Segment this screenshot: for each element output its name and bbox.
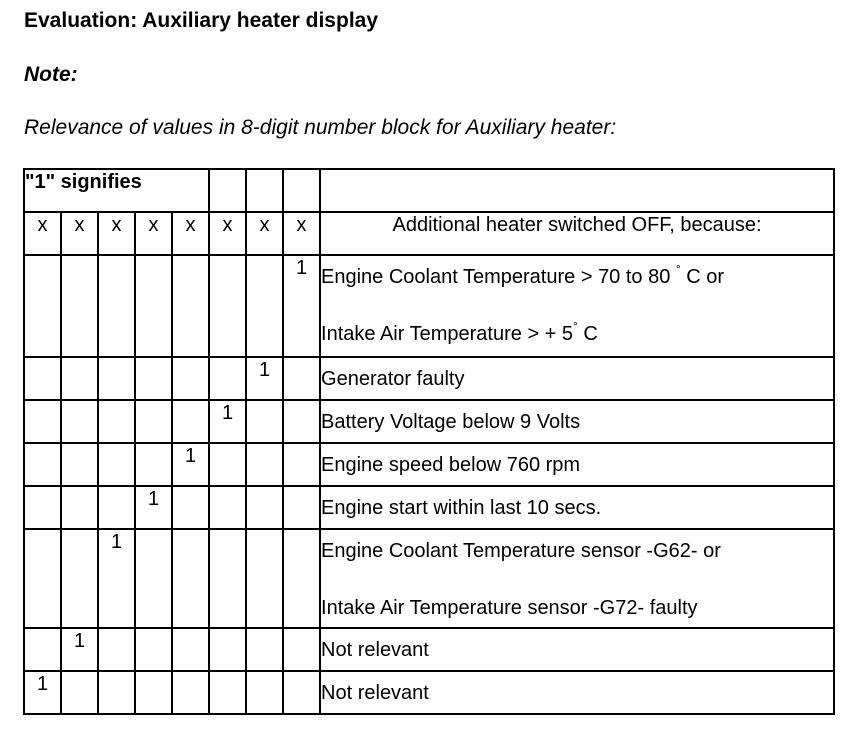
x-mark: x bbox=[283, 212, 320, 255]
bit-value: 1 bbox=[24, 671, 61, 714]
empty-cell bbox=[24, 400, 61, 443]
row-description: Not relevant bbox=[320, 628, 834, 671]
empty-cell bbox=[209, 486, 246, 529]
table-row bbox=[24, 529, 834, 628]
x-header-row bbox=[24, 212, 834, 255]
x-mark: x bbox=[246, 212, 283, 255]
row-description: Not relevant bbox=[320, 671, 834, 714]
x-mark: x bbox=[24, 212, 61, 255]
signifies-label: "1" signifies bbox=[24, 169, 209, 212]
empty-cell bbox=[61, 486, 98, 529]
empty-cell bbox=[283, 529, 320, 628]
note-label: Note: bbox=[24, 63, 78, 86]
empty-cell bbox=[61, 529, 98, 628]
empty-cell bbox=[61, 671, 98, 714]
bit-value: 1 bbox=[246, 357, 283, 400]
page-heading: Evaluation: Auxiliary heater display bbox=[24, 9, 379, 32]
empty-cell bbox=[172, 400, 209, 443]
description-header: Additional heater switched OFF, because: bbox=[320, 212, 834, 255]
empty-cell bbox=[209, 255, 246, 357]
empty-cell bbox=[246, 169, 283, 212]
table-row bbox=[24, 255, 834, 357]
empty-cell bbox=[246, 671, 283, 714]
empty-cell bbox=[283, 169, 320, 212]
row-description: Engine speed below 760 rpm bbox=[320, 443, 834, 486]
empty-cell bbox=[61, 357, 98, 400]
empty-cell bbox=[283, 486, 320, 529]
empty-cell bbox=[24, 628, 61, 671]
table-row bbox=[24, 443, 834, 486]
table-row bbox=[24, 400, 834, 443]
empty-cell bbox=[246, 255, 283, 357]
x-mark: x bbox=[209, 212, 246, 255]
empty-cell bbox=[283, 628, 320, 671]
empty-cell bbox=[246, 529, 283, 628]
empty-cell bbox=[135, 400, 172, 443]
degree-symbol: ° bbox=[675, 262, 681, 276]
empty-cell bbox=[24, 529, 61, 628]
empty-cell bbox=[246, 400, 283, 443]
empty-cell bbox=[283, 443, 320, 486]
empty-cell bbox=[172, 357, 209, 400]
row-description: Generator faulty bbox=[320, 357, 834, 400]
empty-cell bbox=[135, 671, 172, 714]
empty-cell bbox=[283, 357, 320, 400]
table-row bbox=[24, 357, 834, 400]
description-line-2: Intake Air Temperature sensor -G72- faulty bbox=[321, 597, 698, 619]
empty-cell bbox=[24, 486, 61, 529]
empty-cell bbox=[209, 628, 246, 671]
x-mark: x bbox=[172, 212, 209, 255]
empty-cell bbox=[24, 255, 61, 357]
empty-cell bbox=[98, 486, 135, 529]
empty-cell bbox=[283, 400, 320, 443]
relevance-text: Relevance of values in 8-digit number block for Auxiliary heater: bbox=[24, 116, 617, 139]
table-row bbox=[24, 486, 834, 529]
empty-cell bbox=[61, 255, 98, 357]
empty-cell bbox=[320, 169, 834, 212]
empty-cell bbox=[246, 443, 283, 486]
empty-cell bbox=[209, 443, 246, 486]
row-description: Battery Voltage below 9 Volts bbox=[320, 400, 834, 443]
empty-cell bbox=[61, 400, 98, 443]
heater-status-table bbox=[23, 168, 835, 715]
x-mark: x bbox=[135, 212, 172, 255]
empty-cell bbox=[209, 671, 246, 714]
empty-cell bbox=[61, 443, 98, 486]
empty-cell bbox=[209, 169, 246, 212]
row-description bbox=[320, 255, 834, 357]
empty-cell bbox=[98, 443, 135, 486]
empty-cell bbox=[135, 443, 172, 486]
empty-cell bbox=[135, 529, 172, 628]
empty-cell bbox=[172, 529, 209, 628]
bit-value: 1 bbox=[283, 255, 320, 357]
empty-cell bbox=[24, 443, 61, 486]
empty-cell bbox=[209, 357, 246, 400]
x-mark: x bbox=[61, 212, 98, 255]
description-line-2: Intake Air Temperature > + 5° C bbox=[321, 319, 598, 345]
description-line-1: Engine Coolant Temperature > 70 to 80 ° C or bbox=[321, 262, 725, 288]
empty-cell bbox=[135, 255, 172, 357]
empty-cell bbox=[172, 486, 209, 529]
x-mark: x bbox=[98, 212, 135, 255]
empty-cell bbox=[283, 671, 320, 714]
bit-value: 1 bbox=[98, 529, 135, 628]
empty-cell bbox=[98, 357, 135, 400]
empty-cell bbox=[172, 671, 209, 714]
description-line-1: Engine Coolant Temperature sensor -G62- or bbox=[321, 540, 721, 562]
empty-cell bbox=[172, 255, 209, 357]
bit-value: 1 bbox=[61, 628, 98, 671]
empty-cell bbox=[135, 357, 172, 400]
empty-cell bbox=[246, 628, 283, 671]
bit-value: 1 bbox=[209, 400, 246, 443]
empty-cell bbox=[172, 628, 209, 671]
row-description: Engine start within last 10 secs. bbox=[320, 486, 834, 529]
empty-cell bbox=[246, 486, 283, 529]
bit-value: 1 bbox=[172, 443, 209, 486]
empty-cell bbox=[24, 357, 61, 400]
empty-cell bbox=[98, 628, 135, 671]
empty-cell bbox=[209, 529, 246, 628]
empty-cell bbox=[98, 400, 135, 443]
empty-cell bbox=[135, 628, 172, 671]
table-row bbox=[24, 628, 834, 671]
signifies-header-row bbox=[24, 169, 834, 212]
row-description bbox=[320, 529, 834, 628]
degree-symbol: ° bbox=[573, 319, 578, 333]
empty-cell bbox=[98, 255, 135, 357]
bit-value: 1 bbox=[135, 486, 172, 529]
empty-cell bbox=[98, 671, 135, 714]
table-row bbox=[24, 671, 834, 714]
